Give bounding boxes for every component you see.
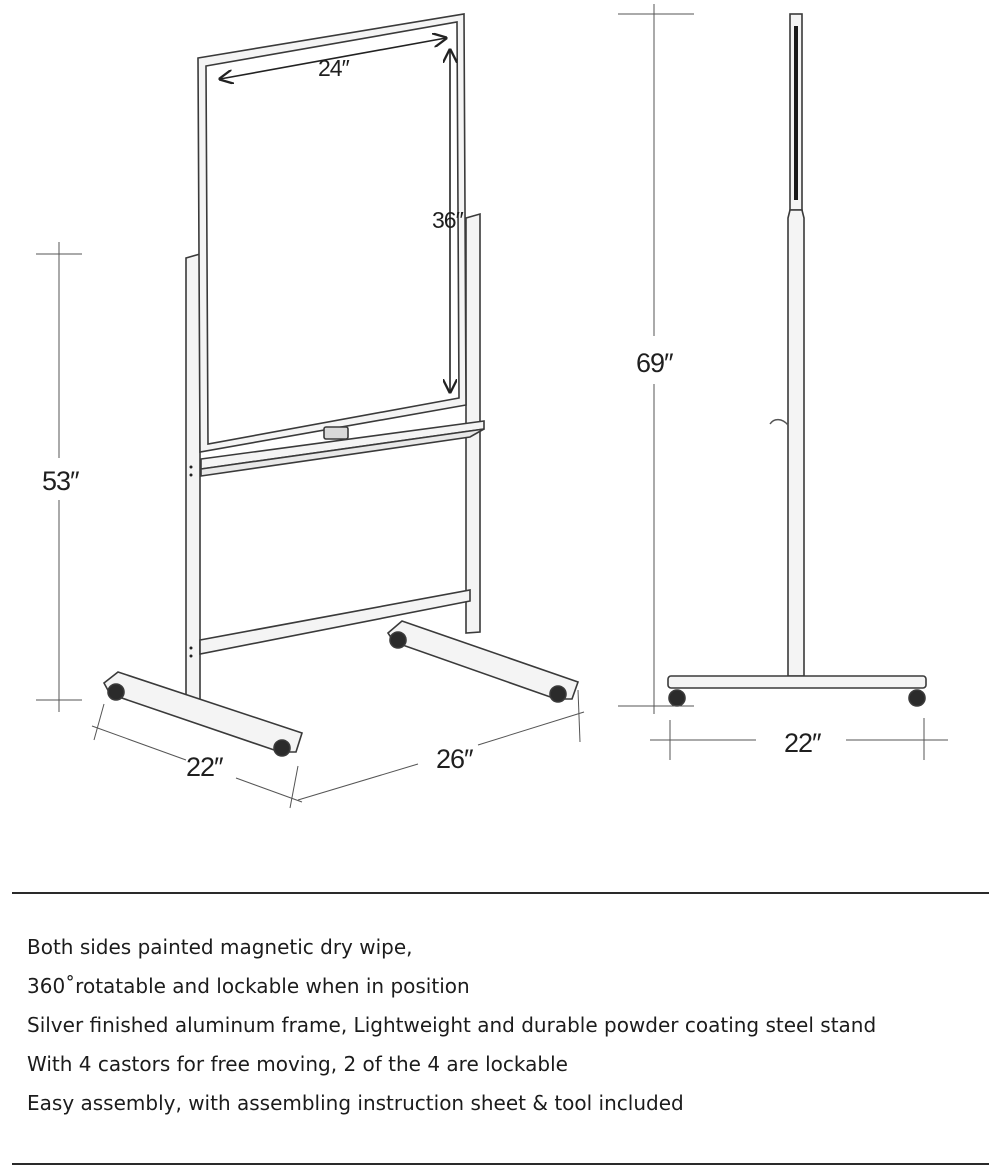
side-upright (788, 210, 804, 676)
base-span-label: 26″ (436, 744, 473, 774)
hinge-dot (190, 466, 193, 469)
caster-icon (274, 740, 290, 756)
side-view (668, 14, 926, 706)
right-base-foot (388, 621, 578, 699)
bottom-divider (12, 1163, 989, 1165)
feature-item: With 4 castors for free moving, 2 of the 4 are lockable (27, 1052, 568, 1076)
board-surface (206, 22, 459, 444)
board-width-label: 24″ (318, 55, 349, 81)
hinge-dot (190, 655, 193, 658)
side-base-bar (668, 676, 926, 688)
left-stand-post (186, 254, 200, 704)
side-dimension-lines (618, 4, 948, 760)
caster-icon (669, 690, 685, 706)
caster-icon (909, 690, 925, 706)
feature-item: 360˚rotatable and lockable when in position (27, 974, 470, 998)
caster-icon (390, 632, 406, 648)
perspective-view (104, 14, 578, 756)
caster-icon (550, 686, 566, 702)
side-cable (770, 420, 788, 425)
caster-icon (108, 684, 124, 700)
stand-height-label: 53″ (42, 466, 79, 496)
base-depth-front-label: 22″ (186, 752, 223, 782)
hinge-dot (190, 474, 193, 477)
feature-item: Silver finished aluminum frame, Lightweight and durable powder coating steel stand (27, 1013, 877, 1037)
total-height-label: 69″ (636, 348, 673, 378)
board-height-label: 36″ (432, 207, 463, 233)
left-base-foot (104, 672, 302, 752)
feature-item: Both sides painted magnetic dry wipe, (27, 935, 413, 959)
feature-item: Easy assembly, with assembling instruction sheet & tool included (27, 1091, 684, 1115)
base-depth-side-label: 22″ (784, 728, 821, 758)
feature-list (27, 928, 876, 1123)
hinge-dot (190, 647, 193, 650)
top-divider (12, 892, 989, 894)
eraser (324, 427, 348, 439)
